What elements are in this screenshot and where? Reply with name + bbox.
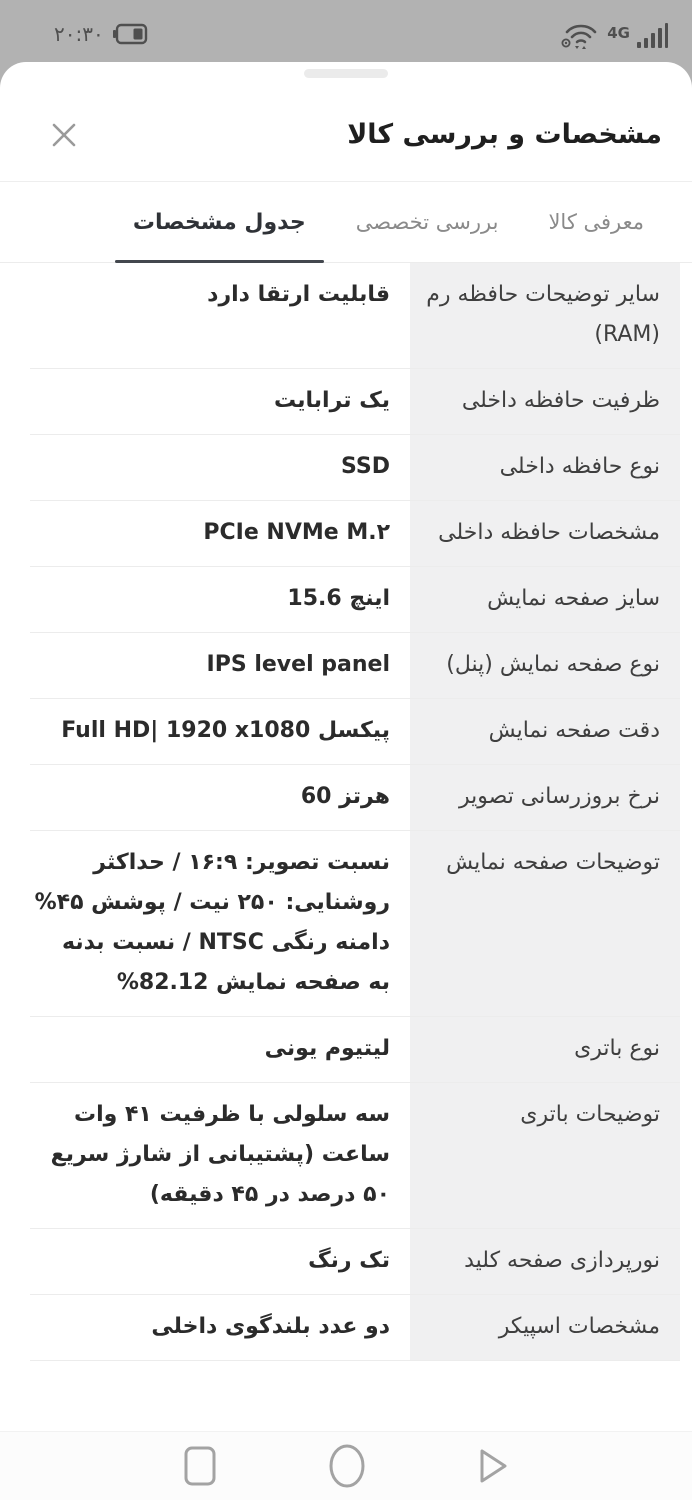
recents-button[interactable] <box>184 1446 216 1486</box>
spec-row <box>30 1295 680 1361</box>
spec-row <box>30 263 680 369</box>
spec-label: سایر توضیحات حافظه رم (RAM) <box>410 263 680 368</box>
spec-row <box>30 501 680 567</box>
spec-row <box>30 1229 680 1295</box>
spec-value: SSD <box>341 454 390 479</box>
drag-handle[interactable] <box>304 69 388 78</box>
spec-row <box>30 1083 680 1229</box>
spec-value: PCIe NVMe M.۲ <box>203 520 390 545</box>
spec-value: تک رنگ <box>308 1248 390 1273</box>
network-type-label: 4G <box>607 24 630 42</box>
spec-value: 15.6 اینچ <box>287 586 390 611</box>
battery-icon <box>112 23 148 45</box>
spec-label: نرخ بروزرسانی تصویر <box>410 765 680 830</box>
spec-value: قابلیت ارتقا دارد <box>207 282 390 307</box>
sheet-header <box>0 62 692 182</box>
spec-value: IPS level panel <box>206 652 390 677</box>
spec-label: نوع حافظه داخلی <box>410 435 680 500</box>
spec-table <box>0 263 692 1361</box>
home-button[interactable] <box>328 1444 366 1488</box>
wifi-hotspot-icon <box>559 19 601 49</box>
spec-label: سایز صفحه نمایش <box>410 567 680 632</box>
back-triangle-icon <box>478 1446 508 1486</box>
specs-bottom-sheet <box>0 62 692 1500</box>
back-button[interactable] <box>478 1446 508 1486</box>
spec-row <box>30 435 680 501</box>
spec-row <box>30 1017 680 1083</box>
spec-value: 60 هرتز <box>300 784 390 809</box>
spec-row <box>30 369 680 435</box>
home-circle-icon <box>328 1444 366 1488</box>
spec-label: ظرفیت حافظه داخلی <box>410 369 680 434</box>
status-bar-left <box>22 22 148 46</box>
spec-row <box>30 699 680 765</box>
spec-label: نوع صفحه نمایش (پنل) <box>410 633 680 698</box>
spec-label: دقت صفحه نمایش <box>410 699 680 764</box>
recents-square-icon <box>184 1446 216 1486</box>
spec-value: Full HD| 1920 x1080 پیکسل <box>61 718 390 743</box>
spec-row <box>30 567 680 633</box>
tab-1[interactable]: بررسی تخصصی <box>356 182 499 262</box>
spec-label: مشخصات حافظه داخلی <box>410 501 680 566</box>
spec-value: نسبت تصویر: ۱۶:۹ / حداکثر روشنایی: ۲۵۰ نیت / پوشش ۴۵% دامنه رنگی NTSC / نسبت بدنه به صفحه نمایش 82.12% <box>34 850 390 995</box>
close-button[interactable] <box>46 117 82 153</box>
spec-value: لیتیوم یونی <box>264 1036 390 1061</box>
spec-label: توضیحات صفحه نمایش <box>410 831 680 1016</box>
status-bar <box>0 0 692 62</box>
spec-value: دو عدد بلندگوی داخلی <box>151 1314 390 1339</box>
tab-0[interactable]: معرفی کالا <box>548 182 644 262</box>
tab-2[interactable]: جدول مشخصات <box>133 182 306 262</box>
spec-row <box>30 765 680 831</box>
spec-label: نوع باتری <box>410 1017 680 1082</box>
signal-strength-icon <box>636 21 670 49</box>
sheet-title: مشخصات و بررسی کالا <box>347 119 662 150</box>
spec-row <box>30 633 680 699</box>
spec-label: نورپردازی صفحه کلید <box>410 1229 680 1294</box>
close-icon <box>50 121 78 149</box>
spec-row <box>30 831 680 1017</box>
status-bar-right <box>559 19 670 49</box>
clock: ۲۰:۳۰ <box>54 22 104 46</box>
spec-value: یک ترابایت <box>273 388 390 413</box>
spec-value: سه سلولی با ظرفیت ۴۱ وات ساعت (پشتیبانی از شارژ سریع ۵۰ درصد در ۴۵ دقیقه) <box>50 1102 390 1207</box>
tab-bar <box>0 182 692 263</box>
spec-label: توضیحات باتری <box>410 1083 680 1228</box>
spec-label: مشخصات اسپیکر <box>410 1295 680 1360</box>
android-nav-bar <box>0 1432 692 1500</box>
